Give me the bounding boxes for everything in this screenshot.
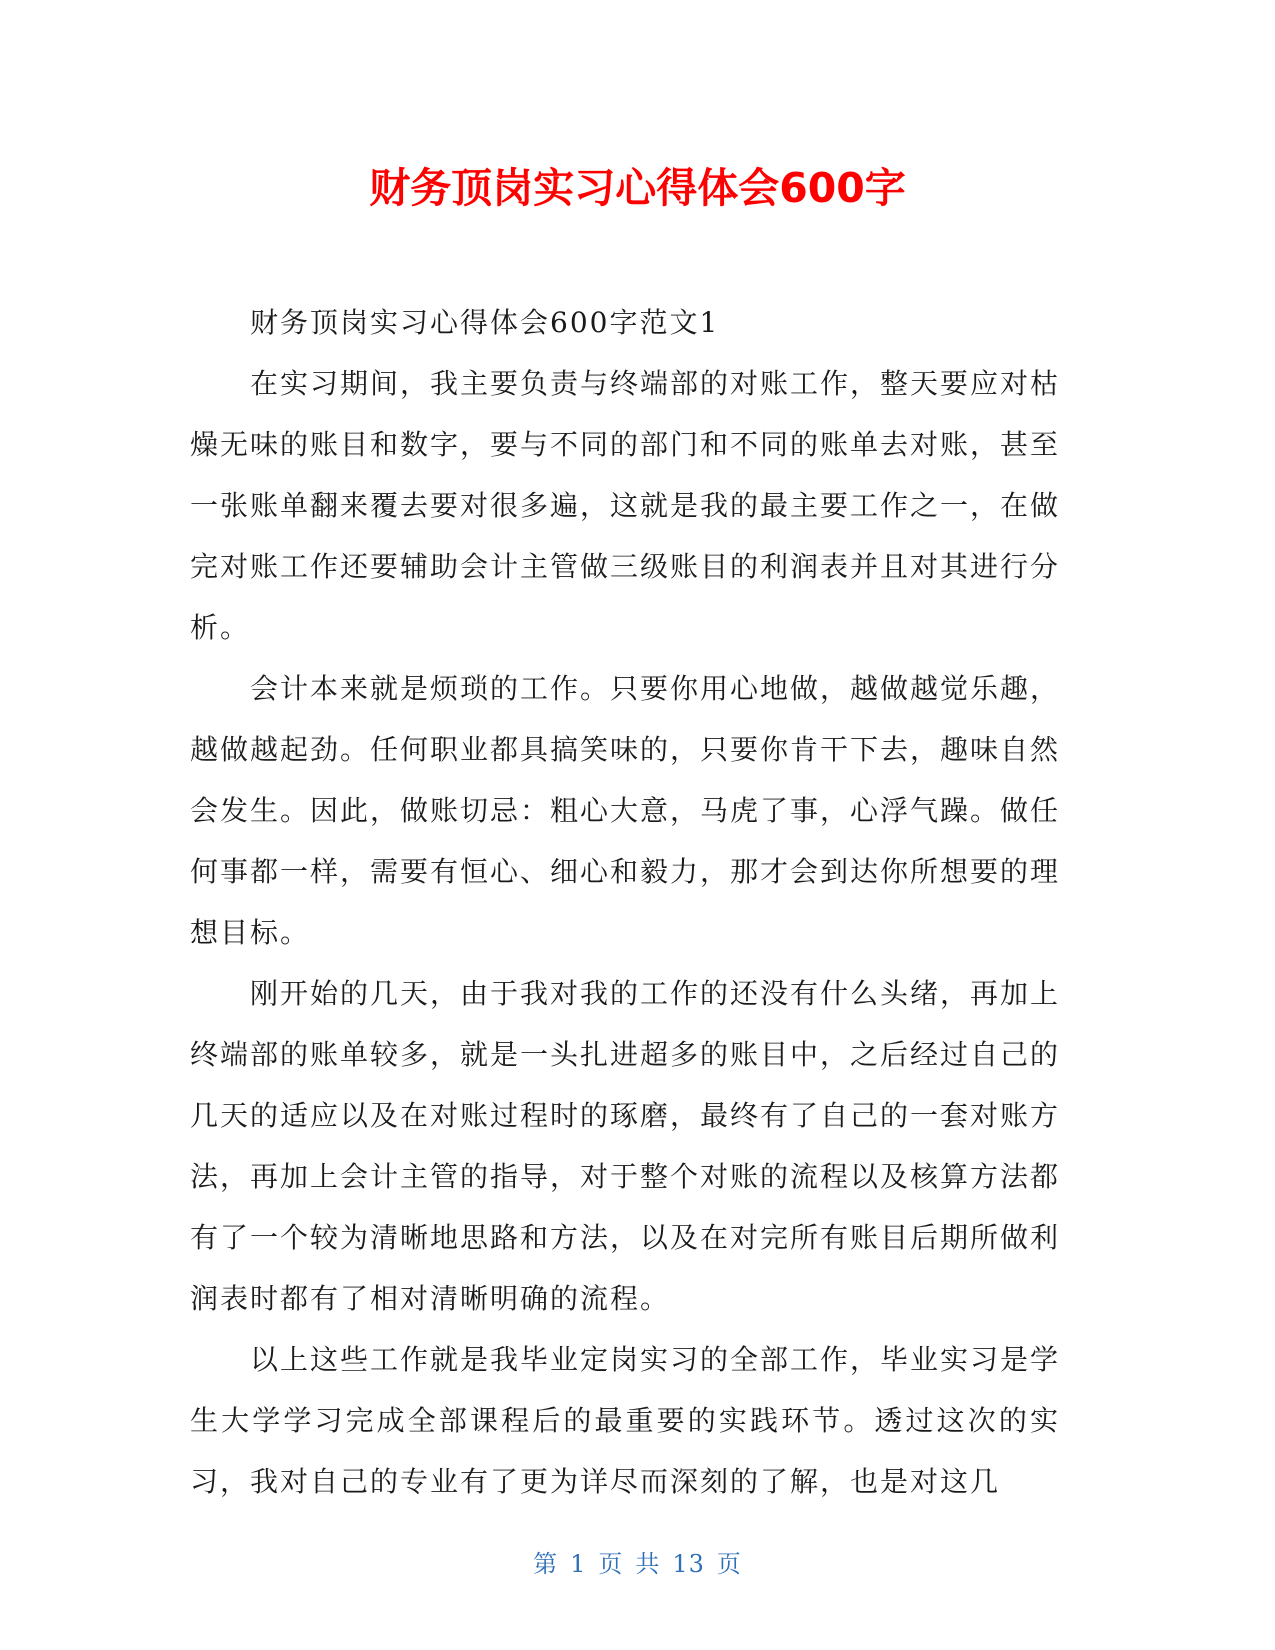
paragraph-2: 会计本来就是烦琐的工作。只要你用心地做，越做越觉乐趣，越做越起劲。任何职业都具搞笑味的，只要你肯干下去，趣味自然会发生。因此，做账切忌：粗心大意，马虎了事，心浮气躁。做任何事都一样，需要有恒心、细心和毅力，那才会到达你所想要的理想目标。 (190, 672, 1061, 949)
page-footer (0, 1548, 1275, 1580)
footer-total-pages: 13 (672, 1550, 705, 1578)
footer-suffix: 页 (716, 1550, 742, 1578)
footer-current-page: 1 (570, 1550, 587, 1578)
document-title: 财务顶岗实习心得体会600字 (369, 164, 906, 212)
paragraph-subtitle: 财务顶岗实习心得体会600字范文1 (250, 306, 720, 339)
footer-total-word: 共 (635, 1550, 661, 1578)
paragraph-1: 在实习期间，我主要负责与终端部的对账工作，整天要应对枯燥无味的账目和数字，要与不同的部门和不同的账单去对账，甚至一张账单翻来覆去要对很多遍，这就是我的最主要工作之一，在做完对账工作还要辅助会计主管做三级账目的利润表并且对其进行分析。 (190, 367, 1061, 644)
footer-page-word: 页 (598, 1550, 624, 1578)
document-body (190, 292, 1060, 1512)
paragraph-4: 以上这些工作就是我毕业定岗实习的全部工作，毕业实习是学生大学学习完成全部课程后的最重要的实践环节。透过这次的实习，我对自己的专业有了更为详尽而深刻的了解，也是对这几 (190, 1343, 1061, 1498)
paragraph-3: 刚开始的几天，由于我对我的工作的还没有什么头绪，再加上终端部的账单较多，就是一头扎进超多的账目中，之后经过自己的几天的适应以及在对账过程时的琢磨，最终有了自己的一套对账方法，再加上会计主管的指导，对于整个对账的流程以及核算方法都有了一个较为清晰地思路和方法，以及在对完所有账目后期所做利润表时都有了相对清晰明确的流程。 (190, 977, 1061, 1315)
footer-prefix: 第 (533, 1550, 559, 1578)
